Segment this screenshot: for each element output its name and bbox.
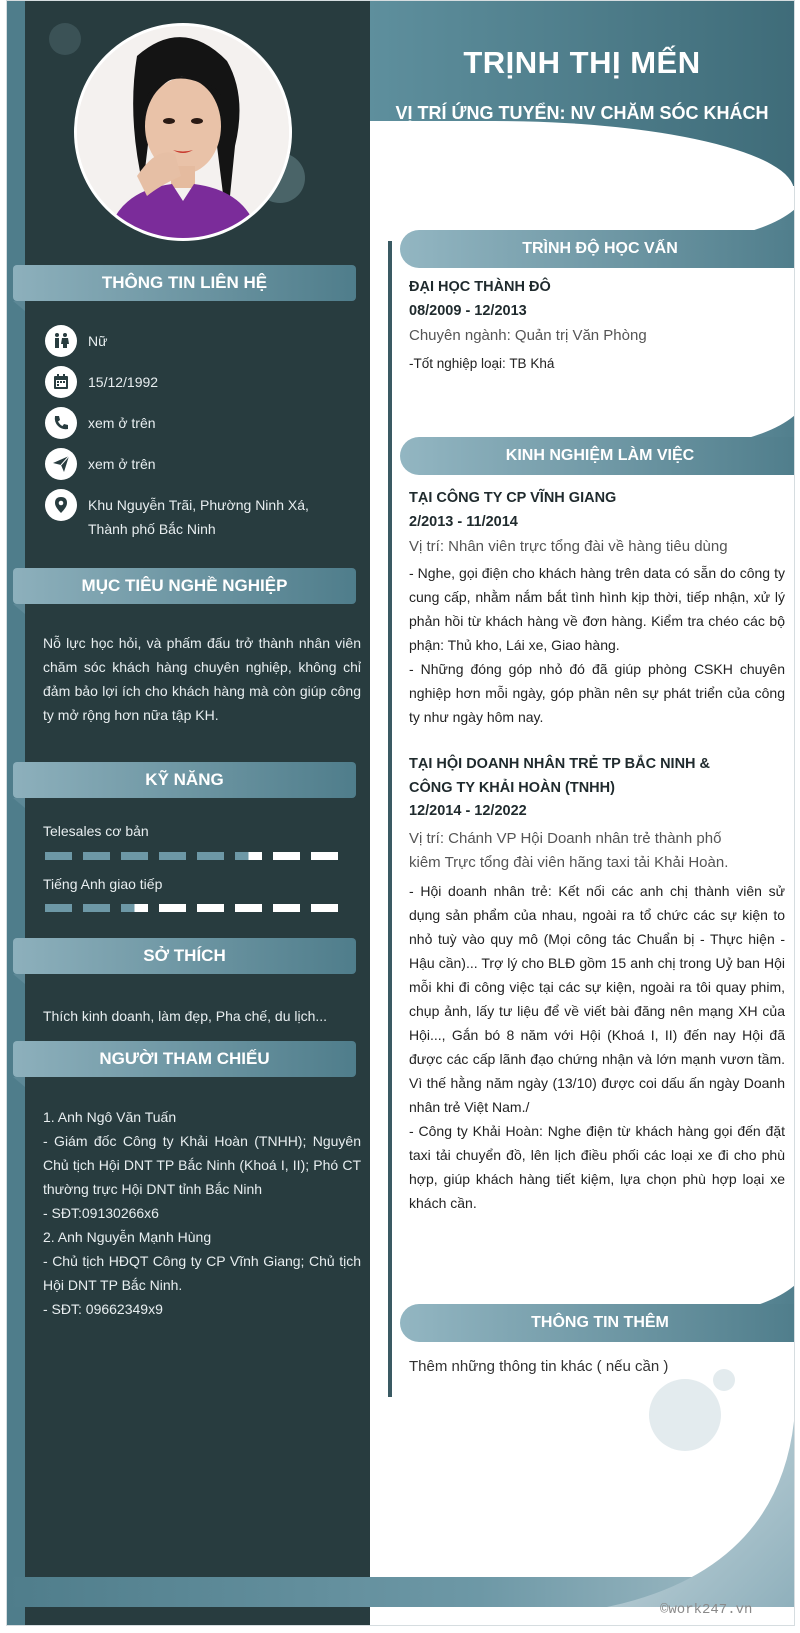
phone-icon: [45, 407, 77, 439]
education-major: Chuyên ngành: Quản trị Văn Phòng: [409, 327, 647, 344]
job-description: - Nghe, gọi điện cho khách hàng trên data có sẵn do công ty cung cấp, nhằm nắm bắt tình hình kịp thời, tiếp nhận, xử lý phản hồi từ khách hàng về đơn hàng. Kiểm tra chéo các bộ phận: Thủ kho, Lái xe, Giao hàng. - Những đóng góp nhỏ đó đã giúp phòng CSKH chuyên nghiệp hơn mỗi ngày, góp phần nên sự phát triển của công ty như ngày hôm nay.: [409, 565, 785, 725]
skill-level-bar: [45, 904, 338, 912]
skill-segment: [45, 852, 72, 860]
watermark: ©work247.vn: [660, 1602, 753, 1618]
skill-segment: [235, 904, 262, 912]
objective-text: Nỗ lực học hỏi, và phấm đấu trở thành nhân viên chăm sóc khách hàng chuyên nghiệp, không chỉ đảm bảo lợi ích cho khách hàng mà còn giúp công ty mở rộng hơn nữa tập KH.: [43, 635, 361, 723]
hobbies-section-title: SỞ THÍCH: [13, 938, 356, 974]
education-school: ĐẠI HỌC THÀNH ĐÔ: [409, 279, 551, 295]
job-role: Vị trí: Chánh VP Hội Doanh nhân trẻ thành phố kiêm Trực tổng đài viên hãng taxi tải Khải Hoàn.: [409, 830, 729, 871]
job-description: - Hội doanh nhân trẻ: Kết nối các anh chị thành viên sử dụng sản phẩm của nhau, ngoài ra tổ chức các sự kiện to nhỏ tuỳ vào quy mô (Mọi công tác Chuẩn bị - Thực hiện - Hậu cần)... Trợ lý cho BLĐ gồm 15 anh chị trong Uỷ ban Hội mỗi khi đi công việc tại các sự kiện, ngoài ra tôi quay phim, chụp ảnh, lấy tư liệu để về viết bài đăng nên mạng XH của Hội..., Gắn bó 8 năm với Hội (Khoá I, II) đến nay Hội đã được các cấp lãnh đạo chứng nhận và lớn mạnh vươn tầm. Vì thế hằng năm ngày (13/10) được coi dấu ấn ngày Doanh nhân trẻ Việt Nam./ - Công ty Khải Hoàn: Nghe điện từ khách hàng gọi đến đặt taxi tải chuyển đồ, lên lịch điều phối các loại xe đi cho phù hợp, giúp khách hàng tiết kiệm, lựa chọn phù hợp loại xe khách cần.: [409, 883, 785, 1211]
address-value: Khu Nguyễn Trãi, Phường Ninh Xá, Thành phố Bắc Ninh: [88, 497, 309, 537]
skill-segment: [273, 852, 300, 860]
avatar-portrait: [77, 26, 289, 238]
skill-segment: [159, 852, 186, 860]
contact-birthday: [45, 366, 335, 398]
applied-position: VỊ TRÍ ỨNG TUYỂN: NV CHĂM SÓC KHÁCH HÀNG: [395, 103, 769, 144]
skill-segment: [83, 904, 110, 912]
job-period: 12/2014 - 12/2022: [409, 803, 527, 819]
cv-page: [6, 0, 795, 1626]
gender-value: Nữ: [88, 333, 108, 349]
calendar-icon: [45, 366, 77, 398]
gender-icon: [45, 325, 77, 357]
education-note: -Tốt nghiệp loại: TB Khá: [409, 356, 555, 371]
deco-circle: [49, 23, 81, 55]
additional-text: Thêm những thông tin khác ( nếu cần ): [409, 1358, 669, 1375]
email-value: xem ở trên: [88, 456, 156, 472]
additional-section-title: THÔNG TIN THÊM: [400, 1304, 795, 1342]
skill-segment: [121, 852, 148, 860]
education-period: 08/2009 - 12/2013: [409, 303, 527, 319]
contact-phone: [45, 407, 335, 439]
skill-segment: [45, 904, 72, 912]
contact-address: [45, 489, 345, 541]
skill-segment: [83, 852, 110, 860]
skill-segment: [159, 904, 186, 912]
education-section-title: TRÌNH ĐỘ HỌC VẤN: [400, 230, 795, 268]
references-list: [43, 1105, 361, 1321]
job-role: Vị trí: Nhân viên trực tổng đài về hàng tiêu dùng: [409, 538, 728, 555]
skill-segment: [273, 904, 300, 912]
contact-email: [45, 448, 335, 480]
skills-section-title: KỸ NĂNG: [13, 762, 356, 798]
reference-line: - Giám đốc Công ty Khải Hoàn (TNHH); Nguyên Chủ tịch Hội DNT TP Bắc Ninh (Khoá I, II); Phó CT thường trực Hội DNT tỉnh Bắc Ninh: [43, 1133, 361, 1197]
skill-segment: [197, 904, 224, 912]
skill-name: Tiếng Anh giao tiếp: [43, 876, 163, 892]
reference-line: 1. Anh Ngô Văn Tuấn: [43, 1109, 177, 1125]
experience-section-title: KINH NGHIỆM LÀM VIỆC: [400, 437, 795, 475]
job-period: 2/2013 - 11/2014: [409, 514, 518, 530]
references-section-title: NGƯỜI THAM CHIẾU: [13, 1041, 356, 1077]
timeline-line: [388, 241, 392, 1397]
reference-line: - SĐT: 09662349x9: [43, 1301, 163, 1317]
birthday-value: 15/12/1992: [88, 374, 159, 390]
hobbies-text: Thích kinh doanh, làm đẹp, Pha chế, du lịch...: [43, 1008, 328, 1024]
avatar: [74, 23, 292, 241]
skill-segment: [121, 904, 148, 912]
corner-swoosh: [607, 1421, 794, 1607]
deco-circle: [713, 1369, 735, 1391]
reference-line: 2. Anh Nguyễn Mạnh Hùng: [43, 1229, 212, 1245]
skill-segment: [235, 852, 262, 860]
candidate-name: TRỊNH THỊ MẾN: [463, 45, 701, 80]
job-company: TẠI HỘI DOANH NHÂN TRẺ TP BẮC NINH & CÔNG TY KHẢI HOÀN (TNHH): [409, 756, 711, 796]
job-company: TẠI CÔNG TY CP VĨNH GIANG: [409, 490, 617, 506]
location-pin-icon: [45, 489, 77, 521]
send-icon: [45, 448, 77, 480]
skill-segment: [197, 852, 224, 860]
skill-level-bar: [45, 852, 338, 860]
objective-section-title: MỤC TIÊU NGHỀ NGHIỆP: [13, 568, 356, 604]
skill-name: Telesales cơ bản: [43, 823, 149, 839]
skill-segment: [311, 904, 338, 912]
skill-segment: [311, 852, 338, 860]
contact-section-title: THÔNG TIN LIÊN HỆ: [13, 265, 356, 301]
contact-gender: [45, 325, 335, 357]
phone-value: xem ở trên: [88, 415, 156, 431]
reference-line: - Chủ tịch HĐQT Công ty CP Vĩnh Giang; Chủ tịch Hội DNT TP Bắc Ninh.: [43, 1253, 361, 1293]
left-accent-bar: [7, 1, 25, 1625]
reference-line: - SĐT:09130266x6: [43, 1205, 159, 1221]
sidebar: [25, 1, 370, 1625]
